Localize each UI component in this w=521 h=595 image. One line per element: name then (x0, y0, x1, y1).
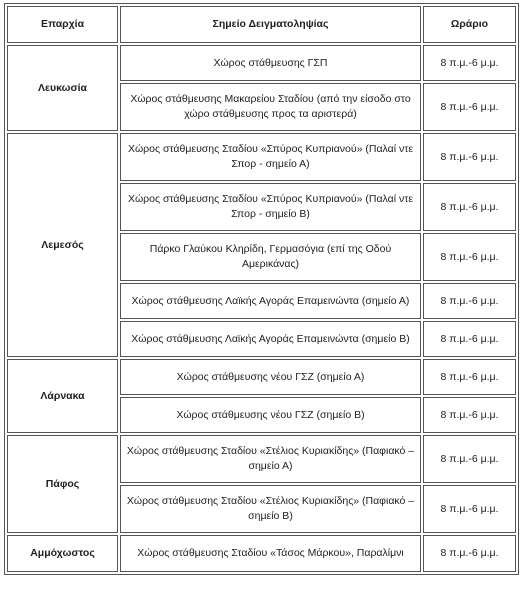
table-row (7, 435, 516, 483)
location-cell: Χώρος στάθμευσης Σταδίου «Σπύρος Κυπριανού» (Παλαί ντε Σπορ - σημείο Β) (120, 183, 421, 231)
hours-cell: 8 π.μ.-6 μ.μ. (423, 485, 516, 533)
hours-cell: 8 π.μ.-6 μ.μ. (423, 435, 516, 483)
hours-cell: 8 π.μ.-6 μ.μ. (423, 397, 516, 433)
table-row (7, 535, 516, 572)
region-cell-limassol: Λεμεσός (7, 133, 118, 357)
table-header-row (7, 6, 516, 43)
table-row (7, 45, 516, 81)
hours-cell: 8 π.μ.-6 μ.μ. (423, 535, 516, 572)
hours-cell: 8 π.μ.-6 μ.μ. (423, 359, 516, 395)
location-cell: Χώρος στάθμευσης Σταδίου «Τάσος Μάρκου», Παραλίμνι (120, 535, 421, 572)
location-cell: Χώρος στάθμευσης ΓΣΠ (120, 45, 421, 81)
location-cell: Χώρος στάθμευσης Μακαρείου Σταδίου (από την είσοδο στο χώρο στάθμευσης προς τα αριστερά) (120, 83, 421, 131)
location-cell: Πάρκο Γλαύκου Κληρίδη, Γερμασόγια (επί της Οδού Αμερικάνας) (120, 233, 421, 281)
sampling-schedule-table (4, 3, 519, 575)
location-cell: Χώρος στάθμευσης νέου ΓΣΖ (σημείο Α) (120, 359, 421, 395)
location-cell: Χώρος στάθμευσης Λαϊκής Αγοράς Επαμεινώντα (σημείο Β) (120, 321, 421, 357)
hours-cell: 8 π.μ.-6 μ.μ. (423, 133, 516, 181)
location-cell: Χώρος στάθμευσης νέου ΓΣΖ (σημείο Β) (120, 397, 421, 433)
location-cell: Χώρος στάθμευσης Σταδίου «Στέλιος Κυριακίδης» (Παφιακό – σημείο Α) (120, 435, 421, 483)
table-row (7, 359, 516, 395)
header-hours: Ωράριο (423, 6, 516, 43)
location-cell: Χώρος στάθμευσης Λαϊκής Αγοράς Επαμεινώντα (σημείο Α) (120, 283, 421, 319)
hours-cell: 8 π.μ.-6 μ.μ. (423, 283, 516, 319)
hours-cell: 8 π.μ.-6 μ.μ. (423, 321, 516, 357)
location-cell: Χώρος στάθμευσης Σταδίου «Στέλιος Κυριακίδης» (Παφιακό – σημείο Β) (120, 485, 421, 533)
region-cell-paphos: Πάφος (7, 435, 118, 533)
hours-cell: 8 π.μ.-6 μ.μ. (423, 83, 516, 131)
header-location: Σημείο Δειγματοληψίας (120, 6, 421, 43)
hours-cell: 8 π.μ.-6 μ.μ. (423, 233, 516, 281)
hours-cell: 8 π.μ.-6 μ.μ. (423, 183, 516, 231)
header-region: Επαρχία (7, 6, 118, 43)
region-cell-nicosia: Λευκωσία (7, 45, 118, 131)
hours-cell: 8 π.μ.-6 μ.μ. (423, 45, 516, 81)
table-row (7, 133, 516, 181)
region-cell-larnaca: Λάρνακα (7, 359, 118, 433)
region-cell-famagusta: Αμμόχωστος (7, 535, 118, 572)
location-cell: Χώρος στάθμευσης Σταδίου «Σπύρος Κυπριανού» (Παλαί ντε Σπορ - σημείο Α) (120, 133, 421, 181)
